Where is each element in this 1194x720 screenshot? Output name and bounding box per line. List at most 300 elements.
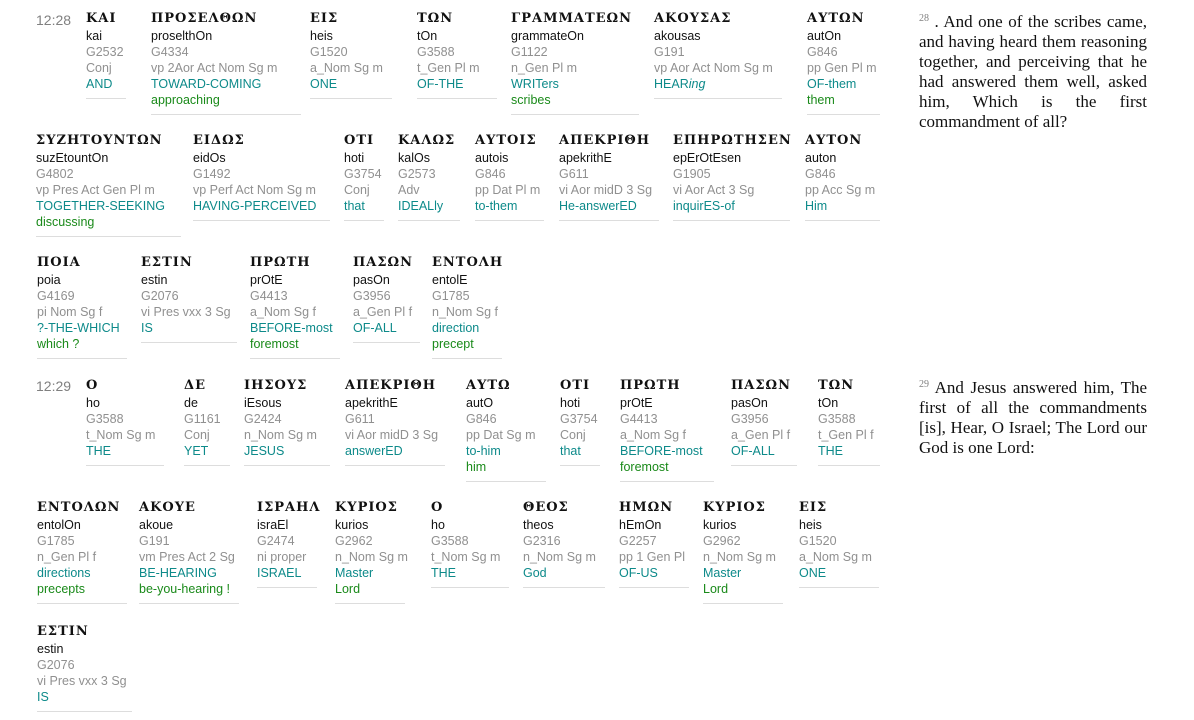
- greek-word[interactable]: ΑΥΤΩ: [466, 378, 511, 393]
- english-gloss: [250, 320, 340, 336]
- word-block[interactable]: [807, 12, 880, 115]
- morphology: vi Pres vxx 3 Sg: [141, 305, 231, 319]
- word-divider: [654, 98, 782, 99]
- english-gloss-text: to-him: [466, 444, 501, 458]
- word-block[interactable]: [703, 501, 783, 604]
- english-gloss: [86, 443, 164, 459]
- word-block[interactable]: [244, 379, 330, 466]
- english-gloss-text: direction: [432, 321, 480, 335]
- english-gloss: [654, 76, 782, 92]
- greek-word[interactable]: ΕΙΔΩΣ: [193, 133, 245, 148]
- english-gloss-text: answerED: [345, 444, 403, 458]
- english-gloss-text: BE-HEARING: [139, 566, 217, 580]
- strongs-number[interactable]: G2424: [244, 412, 282, 426]
- word-divider: [619, 587, 689, 588]
- strongs-number[interactable]: G3588: [417, 45, 455, 59]
- english-gloss: [139, 565, 239, 581]
- english-gloss-text: Master: [335, 566, 374, 580]
- greek-word[interactable]: ΣΥΖΗΤΟΥΝΤΩΝ: [36, 133, 163, 148]
- english-note: him: [466, 460, 487, 474]
- greek-word[interactable]: ΠΟΙΑ: [37, 255, 81, 270]
- english-gloss: [431, 565, 509, 581]
- word-divider: [193, 220, 330, 221]
- english-gloss: [818, 443, 880, 459]
- english-gloss-text: IDEALly: [398, 199, 444, 213]
- english-gloss: [184, 443, 230, 459]
- english-gloss: [37, 689, 132, 705]
- english-gloss: [244, 443, 330, 459]
- strongs-number[interactable]: G4413: [620, 412, 658, 426]
- strongs-number[interactable]: G191: [654, 45, 685, 59]
- transliteration: akousas: [654, 29, 701, 43]
- word-block[interactable]: [523, 501, 605, 588]
- transliteration: kalOs: [398, 151, 430, 165]
- morphology: Adv: [398, 183, 420, 197]
- english-gloss: [398, 198, 460, 214]
- morphology: pp 1 Gen Pl: [619, 550, 686, 564]
- word-block[interactable]: [37, 625, 132, 712]
- greek-word[interactable]: Ο: [431, 500, 444, 515]
- morphology: a_Gen Pl f: [353, 305, 413, 319]
- word-block[interactable]: [310, 12, 392, 99]
- greek-word[interactable]: ΤΩΝ: [417, 11, 454, 26]
- word-block[interactable]: [619, 501, 689, 588]
- word-block[interactable]: [139, 501, 239, 604]
- word-divider: [620, 481, 714, 482]
- english-gloss-text: directions: [37, 566, 91, 580]
- english-gloss-suffix: ing: [688, 77, 706, 91]
- english-gloss-text: ONE: [799, 566, 827, 580]
- transliteration: autois: [475, 151, 509, 165]
- word-block[interactable]: [475, 134, 544, 221]
- english-note: Lord: [703, 582, 729, 596]
- english-gloss-text: He-answerED: [559, 199, 637, 213]
- word-block[interactable]: [37, 501, 127, 604]
- transliteration: hoti: [560, 396, 581, 410]
- greek-word[interactable]: ΕΣΤΙΝ: [37, 624, 89, 639]
- strongs-number[interactable]: G2076: [37, 658, 75, 672]
- transliteration: proselthOn: [151, 29, 213, 43]
- strongs-number[interactable]: G2076: [141, 289, 179, 303]
- strongs-number[interactable]: G2532: [86, 45, 124, 59]
- morphology: vi Aor midD 3 Sg: [559, 183, 653, 197]
- english-gloss: [673, 198, 792, 214]
- english-gloss: [335, 565, 408, 581]
- english-gloss: [310, 76, 392, 92]
- transliteration: auton: [805, 151, 837, 165]
- morphology: vi Aor Act 3 Sg: [673, 183, 755, 197]
- transliteration: heis: [799, 518, 822, 532]
- english-note: approaching: [151, 93, 220, 107]
- morphology: t_Nom Sg m: [86, 428, 156, 442]
- english-gloss-text: BEFORE-most: [250, 321, 333, 335]
- transliteration: eidOs: [193, 151, 226, 165]
- greek-word[interactable]: Ο: [86, 378, 99, 393]
- word-divider: [559, 220, 659, 221]
- word-block[interactable]: [335, 501, 408, 604]
- english-note: foremost: [250, 337, 299, 351]
- word-block[interactable]: [86, 379, 164, 466]
- word-block[interactable]: [559, 134, 659, 221]
- english-gloss-text: ISRAEL: [257, 566, 302, 580]
- greek-word[interactable]: ΕΙΣ: [310, 11, 339, 26]
- verse-text: [919, 378, 1147, 458]
- english-gloss: [807, 76, 880, 92]
- english-gloss-text: that: [344, 199, 365, 213]
- strongs-number[interactable]: G1905: [673, 167, 711, 181]
- greek-word[interactable]: ΔΕ: [184, 378, 206, 393]
- english-gloss: [353, 320, 420, 336]
- english-gloss: [417, 76, 497, 92]
- word-block[interactable]: [431, 501, 509, 588]
- word-block[interactable]: [654, 12, 782, 99]
- transliteration: hoti: [344, 151, 365, 165]
- english-gloss: [620, 443, 714, 459]
- word-divider: [86, 465, 164, 466]
- strongs-number[interactable]: G1520: [799, 534, 837, 548]
- english-gloss: [731, 443, 797, 459]
- greek-word[interactable]: ΑΚΟΥΣΑΣ: [654, 11, 732, 26]
- morphology: t_Gen Pl m: [417, 61, 480, 75]
- english-gloss: [466, 443, 546, 459]
- word-divider: [244, 465, 330, 466]
- greek-word[interactable]: ΟΤΙ: [344, 133, 375, 148]
- word-block[interactable]: [620, 379, 714, 482]
- word-block[interactable]: [818, 379, 880, 466]
- greek-word[interactable]: ΑΠΕΚΡΙΘΗ: [345, 378, 437, 393]
- greek-word[interactable]: ΑΥΤΟΝ: [805, 133, 863, 148]
- english-gloss: [619, 565, 689, 581]
- strongs-number[interactable]: G2257: [619, 534, 657, 548]
- morphology: pp Dat Sg m: [466, 428, 536, 442]
- strongs-number[interactable]: G2474: [257, 534, 295, 548]
- english-gloss-text: YET: [184, 444, 209, 458]
- word-divider: [139, 603, 239, 604]
- greek-word[interactable]: ΚΥΡΙΟΣ: [335, 500, 398, 515]
- morphology: n_Nom Sg m: [703, 550, 776, 564]
- english-gloss-text: ?-THE-WHICH: [37, 321, 120, 335]
- english-gloss-text: God: [523, 566, 547, 580]
- morphology: a_Nom Sg f: [620, 428, 687, 442]
- word-divider: [37, 711, 132, 712]
- strongs-number[interactable]: G4169: [37, 289, 75, 303]
- strongs-number[interactable]: G846: [475, 167, 506, 181]
- word-block[interactable]: [151, 12, 301, 115]
- english-gloss-text: THE: [431, 566, 456, 580]
- morphology: vi Pres vxx 3 Sg: [37, 674, 127, 688]
- word-block[interactable]: [184, 379, 230, 466]
- greek-word[interactable]: ΤΩΝ: [818, 378, 855, 393]
- word-block[interactable]: [86, 12, 126, 99]
- word-divider: [310, 98, 392, 99]
- english-gloss-text: IS: [141, 321, 153, 335]
- transliteration: pasOn: [731, 396, 768, 410]
- english-gloss: [475, 198, 544, 214]
- strongs-number[interactable]: G611: [345, 412, 375, 426]
- word-block[interactable]: [257, 501, 321, 588]
- strongs-number[interactable]: G3754: [560, 412, 598, 426]
- transliteration: de: [184, 396, 198, 410]
- transliteration: apekrithE: [345, 396, 398, 410]
- transliteration: estin: [37, 642, 64, 656]
- strongs-number[interactable]: G3956: [731, 412, 769, 426]
- english-gloss: [151, 76, 301, 92]
- word-divider: [345, 465, 445, 466]
- morphology: n_Nom Sg f: [432, 305, 499, 319]
- morphology: vi Aor midD 3 Sg: [345, 428, 439, 442]
- strongs-number[interactable]: G4413: [250, 289, 288, 303]
- greek-word[interactable]: ΙΗΣΟΥΣ: [244, 378, 308, 393]
- strongs-number[interactable]: G1520: [310, 45, 348, 59]
- word-block[interactable]: [466, 379, 546, 482]
- transliteration: autOn: [807, 29, 842, 43]
- english-gloss-text: TOGETHER-SEEKING: [36, 199, 165, 213]
- verse-ref[interactable]: 12:28: [36, 12, 72, 28]
- strongs-number[interactable]: G1492: [193, 167, 231, 181]
- greek-word[interactable]: ΟΤΙ: [560, 378, 591, 393]
- word-block[interactable]: [731, 379, 797, 466]
- english-gloss-text: BEFORE-most: [620, 444, 703, 458]
- english-gloss-text: THE: [86, 444, 111, 458]
- morphology: pi Nom Sg f: [37, 305, 103, 319]
- english-gloss-text: HAVING-PERCEIVED: [193, 199, 317, 213]
- word-divider: [799, 587, 879, 588]
- word-divider: [37, 358, 127, 359]
- greek-word[interactable]: ΠΡΩΤΗ: [250, 255, 311, 270]
- morphology: a_Nom Sg m: [799, 550, 872, 564]
- word-divider: [398, 220, 460, 221]
- greek-word[interactable]: ΠΡΟΣΕΛΘΩΝ: [151, 11, 258, 26]
- strongs-number[interactable]: G3588: [86, 412, 124, 426]
- morphology: ni proper: [257, 550, 307, 564]
- word-divider: [86, 98, 126, 99]
- strongs-number[interactable]: G3754: [344, 167, 382, 181]
- strongs-number[interactable]: G1785: [37, 534, 75, 548]
- word-block[interactable]: [805, 134, 880, 221]
- word-block[interactable]: [353, 256, 420, 343]
- english-gloss-text: THE: [818, 444, 843, 458]
- english-gloss-text: OF-ALL: [353, 321, 397, 335]
- word-divider: [344, 220, 384, 221]
- strongs-number[interactable]: G846: [807, 45, 838, 59]
- transliteration: theos: [523, 518, 554, 532]
- strongs-number[interactable]: G4802: [36, 167, 74, 181]
- word-divider: [141, 342, 237, 343]
- english-note: Lord: [335, 582, 361, 596]
- strongs-number[interactable]: G4334: [151, 45, 189, 59]
- english-gloss: [86, 76, 126, 92]
- english-note: foremost: [620, 460, 669, 474]
- greek-word[interactable]: ΠΑΣΩΝ: [353, 255, 414, 270]
- strongs-number[interactable]: G2962: [335, 534, 373, 548]
- word-divider: [184, 465, 230, 466]
- morphology: t_Nom Sg m: [431, 550, 501, 564]
- english-gloss-text: OF-THE: [417, 77, 464, 91]
- word-divider: [250, 358, 340, 359]
- english-gloss-text: HEAR: [654, 77, 689, 91]
- morphology: Conj: [560, 428, 586, 442]
- morphology: vp Perf Act Nom Sg m: [193, 183, 316, 197]
- transliteration: hEmOn: [619, 518, 662, 532]
- word-divider: [807, 114, 880, 115]
- strongs-number[interactable]: G2962: [703, 534, 741, 548]
- morphology: vp Pres Act Gen Pl m: [36, 183, 155, 197]
- word-divider: [417, 98, 497, 99]
- transliteration: epErOtEsen: [673, 151, 742, 165]
- word-divider: [511, 114, 639, 115]
- strongs-number[interactable]: G846: [466, 412, 497, 426]
- english-note: which ?: [37, 337, 80, 351]
- word-divider: [805, 220, 880, 221]
- morphology: n_Gen Pl f: [37, 550, 97, 564]
- word-divider: [466, 481, 546, 482]
- word-divider: [151, 114, 301, 115]
- morphology: vp 2Aor Act Nom Sg m: [151, 61, 278, 75]
- greek-word[interactable]: ΗΜΩΝ: [619, 500, 674, 515]
- greek-word[interactable]: ΕΝΤΟΛΩΝ: [37, 500, 121, 515]
- word-divider: [475, 220, 544, 221]
- verse-text-body: . And one of the scribes came, and having heard them reasoning together, and perceiving that he had answered them well, asked him, Which is the first commandment of all?: [919, 12, 1147, 131]
- word-divider: [335, 603, 405, 604]
- verse-text: [919, 12, 1147, 132]
- strongs-number[interactable]: G1161: [184, 412, 221, 426]
- greek-word[interactable]: ΑΥΤΩΝ: [807, 11, 865, 26]
- greek-word[interactable]: ΑΥΤΟΙΣ: [475, 133, 537, 148]
- transliteration: ho: [431, 518, 445, 532]
- morphology: t_Gen Pl f: [818, 428, 874, 442]
- english-gloss: [344, 198, 384, 214]
- word-divider: [731, 465, 797, 466]
- strongs-number[interactable]: G846: [805, 167, 836, 181]
- greek-word[interactable]: ΕΣΤΙΝ: [141, 255, 193, 270]
- word-divider: [431, 587, 509, 588]
- english-gloss: [257, 565, 321, 581]
- word-divider: [818, 465, 880, 466]
- greek-word[interactable]: ΑΠΕΚΡΙΘΗ: [559, 133, 651, 148]
- word-block[interactable]: [36, 134, 181, 237]
- word-block[interactable]: [673, 134, 792, 221]
- english-gloss: [805, 198, 880, 214]
- greek-word[interactable]: ΓΡΑΜΜΑΤΕΩΝ: [511, 11, 632, 26]
- word-block[interactable]: [560, 379, 600, 466]
- word-block[interactable]: [417, 12, 497, 99]
- morphology: Conj: [86, 61, 112, 75]
- greek-word[interactable]: ΕΠΗΡΩΤΗΣΕΝ: [673, 133, 792, 148]
- greek-word[interactable]: ΚΥΡΙΟΣ: [703, 500, 766, 515]
- morphology: a_Nom Sg f: [250, 305, 317, 319]
- strongs-number[interactable]: G2316: [523, 534, 561, 548]
- transliteration: iEsous: [244, 396, 282, 410]
- english-gloss: [799, 565, 879, 581]
- morphology: a_Gen Pl f: [731, 428, 791, 442]
- transliteration: suzEtountOn: [36, 151, 109, 165]
- greek-word[interactable]: ΑΚΟΥΕ: [139, 500, 196, 515]
- english-gloss-text: AND: [86, 77, 113, 91]
- word-divider: [36, 236, 181, 237]
- strongs-number[interactable]: G1122: [511, 45, 548, 59]
- word-divider: [353, 342, 420, 343]
- english-note: precepts: [37, 582, 85, 596]
- morphology: pp Acc Sg m: [805, 183, 876, 197]
- word-divider: [257, 587, 317, 588]
- word-block[interactable]: [344, 134, 384, 221]
- english-gloss: [703, 565, 783, 581]
- english-gloss: [432, 320, 503, 336]
- word-block[interactable]: [799, 501, 879, 588]
- word-divider: [523, 587, 605, 588]
- greek-word[interactable]: ΕΝΤΟΛΗ: [432, 255, 504, 270]
- strongs-number[interactable]: G2573: [398, 167, 436, 181]
- strongs-number[interactable]: G1785: [432, 289, 470, 303]
- english-gloss: [193, 198, 330, 214]
- english-gloss: [37, 320, 127, 336]
- strongs-number[interactable]: G191: [139, 534, 170, 548]
- english-gloss-text: Master: [703, 566, 742, 580]
- transliteration: grammateOn: [511, 29, 584, 43]
- english-gloss: [141, 320, 237, 336]
- english-gloss: [37, 565, 127, 581]
- greek-word[interactable]: ΠΑΣΩΝ: [731, 378, 792, 393]
- morphology: n_Nom Sg m: [244, 428, 317, 442]
- morphology: Conj: [344, 183, 370, 197]
- greek-word[interactable]: ΚΑΛΩΣ: [398, 133, 456, 148]
- english-gloss: [559, 198, 659, 214]
- english-note: precept: [432, 337, 474, 351]
- word-block[interactable]: [432, 256, 503, 359]
- verse-ref[interactable]: 12:29: [36, 378, 72, 394]
- transliteration: kai: [86, 29, 102, 43]
- english-gloss: [345, 443, 445, 459]
- transliteration: kurios: [335, 518, 369, 532]
- english-gloss-text: OF-ALL: [731, 444, 775, 458]
- transliteration: kurios: [703, 518, 737, 532]
- morphology: n_Nom Sg m: [523, 550, 596, 564]
- greek-word[interactable]: ΠΡΩΤΗ: [620, 378, 681, 393]
- english-note: scribes: [511, 93, 551, 107]
- transliteration: israEl: [257, 518, 289, 532]
- greek-word[interactable]: ΚΑΙ: [86, 11, 117, 26]
- morphology: a_Nom Sg m: [310, 61, 383, 75]
- strongs-number[interactable]: G3956: [353, 289, 391, 303]
- greek-word[interactable]: ΘΕΟΣ: [523, 500, 569, 515]
- transliteration: pasOn: [353, 273, 390, 287]
- english-note: them: [807, 93, 835, 107]
- greek-word[interactable]: ΙΣΡΑΗΛ: [257, 500, 321, 515]
- english-gloss-text: OF-them: [807, 77, 857, 91]
- transliteration: poia: [37, 273, 61, 287]
- transliteration: heis: [310, 29, 333, 43]
- strongs-number[interactable]: G3588: [818, 412, 856, 426]
- morphology: n_Nom Sg m: [335, 550, 408, 564]
- word-block[interactable]: [193, 134, 330, 221]
- word-block[interactable]: [511, 12, 639, 115]
- transliteration: entolOn: [37, 518, 81, 532]
- word-divider: [432, 358, 502, 359]
- word-block[interactable]: [250, 256, 340, 359]
- word-divider: [37, 603, 127, 604]
- english-gloss-text: that: [560, 444, 581, 458]
- word-block[interactable]: [141, 256, 237, 343]
- word-block[interactable]: [345, 379, 445, 466]
- word-divider: [560, 465, 600, 466]
- english-gloss-text: ONE: [310, 77, 338, 91]
- word-block[interactable]: [37, 256, 127, 359]
- greek-word[interactable]: ΕΙΣ: [799, 500, 828, 515]
- word-block[interactable]: [398, 134, 460, 221]
- strongs-number[interactable]: G611: [559, 167, 589, 181]
- english-gloss-text: to-them: [475, 199, 518, 213]
- strongs-number[interactable]: G3588: [431, 534, 469, 548]
